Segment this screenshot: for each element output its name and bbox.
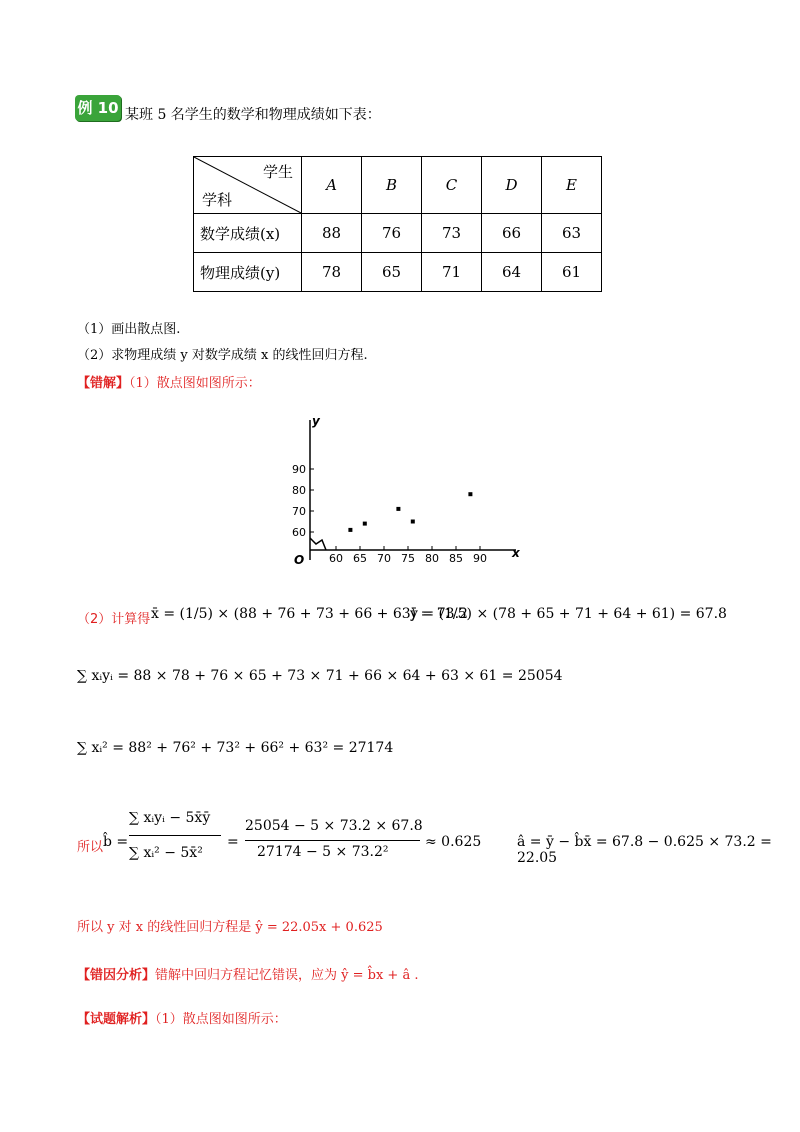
x-tick-label: 75: [401, 552, 415, 565]
student-name: A: [302, 157, 362, 214]
student-name: B: [362, 157, 422, 214]
fraction-bar: [245, 840, 420, 841]
student-name: C: [422, 157, 482, 214]
error-analysis-text: 错解中回归方程记忆错误，应为 ŷ = b̂x + â .: [155, 968, 419, 983]
origin-label: O: [294, 553, 305, 567]
score-table: [193, 156, 602, 292]
x-tick-label: 80: [425, 552, 439, 565]
fraction-bar: [129, 835, 221, 836]
y-tick-label: 80: [292, 484, 306, 497]
table-cell: 71: [422, 253, 482, 292]
b-hat-symbol: b̂ =: [103, 834, 129, 850]
table-cell: 88: [302, 214, 362, 253]
b-hat-denominator: 27174 − 5 × 73.2²: [257, 844, 389, 860]
x-tick-label: 85: [449, 552, 463, 565]
b-hat-result: ≈ 0.625: [425, 834, 482, 850]
correct-solution-tag: 【试题解析】: [77, 1012, 156, 1027]
row-label: 物理成绩(y): [194, 253, 302, 292]
ybar-formula: ȳ = (1/5) × (78 + 65 + 71 + 64 + 61) = 67.8: [410, 606, 727, 622]
y-tick-label: 90: [292, 463, 306, 476]
sum-x2-formula: ∑ xᵢ² = 88² + 76² + 73² + 66² + 63² = 27174: [77, 740, 394, 756]
correct-solution-text: （1）散点图如图所示：: [155, 1012, 287, 1027]
step2-prefix: （2）计算得: [77, 612, 151, 627]
table-cell: 65: [362, 253, 422, 292]
x-tick-label: 70: [377, 552, 391, 565]
student-name: D: [482, 157, 542, 214]
wrong-conclusion: 所以 y 对 x 的线性回归方程是 ŷ = 22.05x + 0.625: [77, 920, 383, 935]
wrong-solution-tag: 【错解】: [77, 376, 130, 391]
row-label: 数学成绩(x): [194, 214, 302, 253]
x-tick-label: 60: [329, 552, 343, 565]
wrong-solution-text: （1）散点图如图所示：: [129, 376, 261, 391]
table-cell: 64: [482, 253, 542, 292]
table-cell: 76: [362, 214, 422, 253]
xbar-formula: x̄ = (1/5) × (88 + 76 + 73 + 66 + 63) = 73.2: [151, 606, 468, 622]
correct-solution: [77, 1008, 287, 1027]
table-cell: 63: [542, 214, 602, 253]
step2-line: [77, 598, 777, 638]
table-cell: 66: [482, 214, 542, 253]
b-hat-line: [77, 800, 777, 890]
x-tick-label: 90: [473, 552, 487, 565]
scatter-point: [411, 520, 415, 524]
scatter-point: [363, 522, 367, 526]
error-analysis: [77, 964, 418, 983]
student-name: E: [542, 157, 602, 214]
scatter-chart: [280, 410, 530, 570]
table-row-math: [194, 214, 602, 253]
diagonal-header-cell: [194, 157, 302, 214]
scatter-point: [396, 507, 400, 511]
sum-xy-formula: ∑ xᵢyᵢ = 88 × 78 + 76 × 65 + 73 × 71 + 66 × 64 + 63 × 61 = 25054: [77, 668, 563, 684]
y-axis-label: y: [312, 414, 320, 428]
header-student: 学生: [262, 163, 293, 181]
table-cell: 73: [422, 214, 482, 253]
y-tick-label: 60: [292, 526, 306, 539]
x-tick-label: 65: [353, 552, 367, 565]
error-analysis-tag: 【错因分析】: [77, 968, 156, 983]
question-1: （1）画出散点图.: [77, 322, 181, 337]
header-subject: 学科: [202, 191, 233, 209]
intro-text: 某班 5 名学生的数学和物理成绩如下表：: [125, 107, 381, 123]
x-axis-label: x: [512, 546, 520, 560]
table-header-row: [194, 157, 602, 214]
b-hat-numerator: 25054 − 5 × 73.2 × 67.8: [245, 818, 423, 834]
table-cell: 78: [302, 253, 362, 292]
question-2: （2）求物理成绩 y 对数学成绩 x 的线性回归方程.: [77, 348, 368, 363]
wrong-solution-heading: [77, 372, 261, 391]
table-row-physics: [194, 253, 602, 292]
b-hat-prefix: 所以: [77, 840, 104, 855]
example-badge: 例 10: [75, 95, 121, 121]
b-hat-general-denominator: ∑ xᵢ² − 5x̄²: [129, 845, 203, 861]
y-tick-label: 70: [292, 505, 306, 518]
a-hat-formula: â = ȳ − b̂x̄ = 67.8 − 0.625 × 73.2 = 22.05: [517, 834, 772, 866]
scatter-point: [468, 492, 472, 496]
scatter-point: [348, 528, 352, 532]
equals-sign: =: [227, 834, 239, 850]
table-cell: 61: [542, 253, 602, 292]
axis-break: [310, 538, 326, 550]
b-hat-general-numerator: ∑ xᵢyᵢ − 5x̄ȳ: [129, 810, 211, 826]
